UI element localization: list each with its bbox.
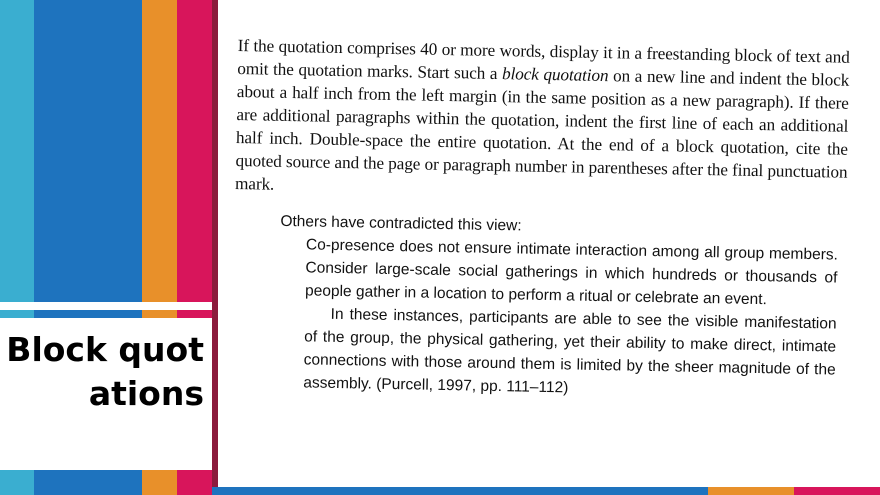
title-divider-top — [0, 302, 212, 310]
bottom-bar-orange — [708, 487, 794, 495]
slide-title: Block quotations — [6, 330, 204, 413]
rule-text-1: If the quotation comprises 40 or more words, display it in a freestanding block of text and omit the quotation marks. Start such a — [237, 35, 850, 84]
rule-emphasis: block quotation — [501, 64, 609, 86]
stripe-shadow — [212, 0, 218, 495]
example-quotation — [303, 233, 838, 404]
rule-text-2: on a new line and indent the block about a half inch from the left margin (in the same position as a new paragraph). If there are additional paragraphs within the quotation, indent the first line of each an additional half inch. Double-space the entire quotation. At the end of a block quotation, cite the quoted source and the page or paragraph number in parentheses after the final punctuation mark. — [234, 66, 850, 194]
quote-paragraph-1: Co-presence does not ensure intimate interaction among all group members. Consider large-scale social gatherings in which hundreds or thousands of people gather in a location to perform a ritual or celebrate an event. — [304, 236, 839, 309]
example-block — [231, 209, 846, 405]
quote-paragraph-2: In these instances, participants are able to see the visible manifestation of the group, the physical gathering, yet their ability to make direct, intimate connections with those around them is limited by the sheer magnitude of the assembly. (Purcell, 1997, pp. 111–112) — [303, 305, 837, 397]
scanned-page — [230, 34, 850, 466]
bottom-bar-magenta — [794, 487, 880, 495]
block-quotation-rule — [235, 34, 850, 207]
title-panel — [0, 318, 212, 462]
bottom-bar-blue — [212, 487, 708, 495]
title-divider-bottom — [0, 462, 212, 470]
example-lead: Others have contradicted this view: — [280, 212, 522, 235]
